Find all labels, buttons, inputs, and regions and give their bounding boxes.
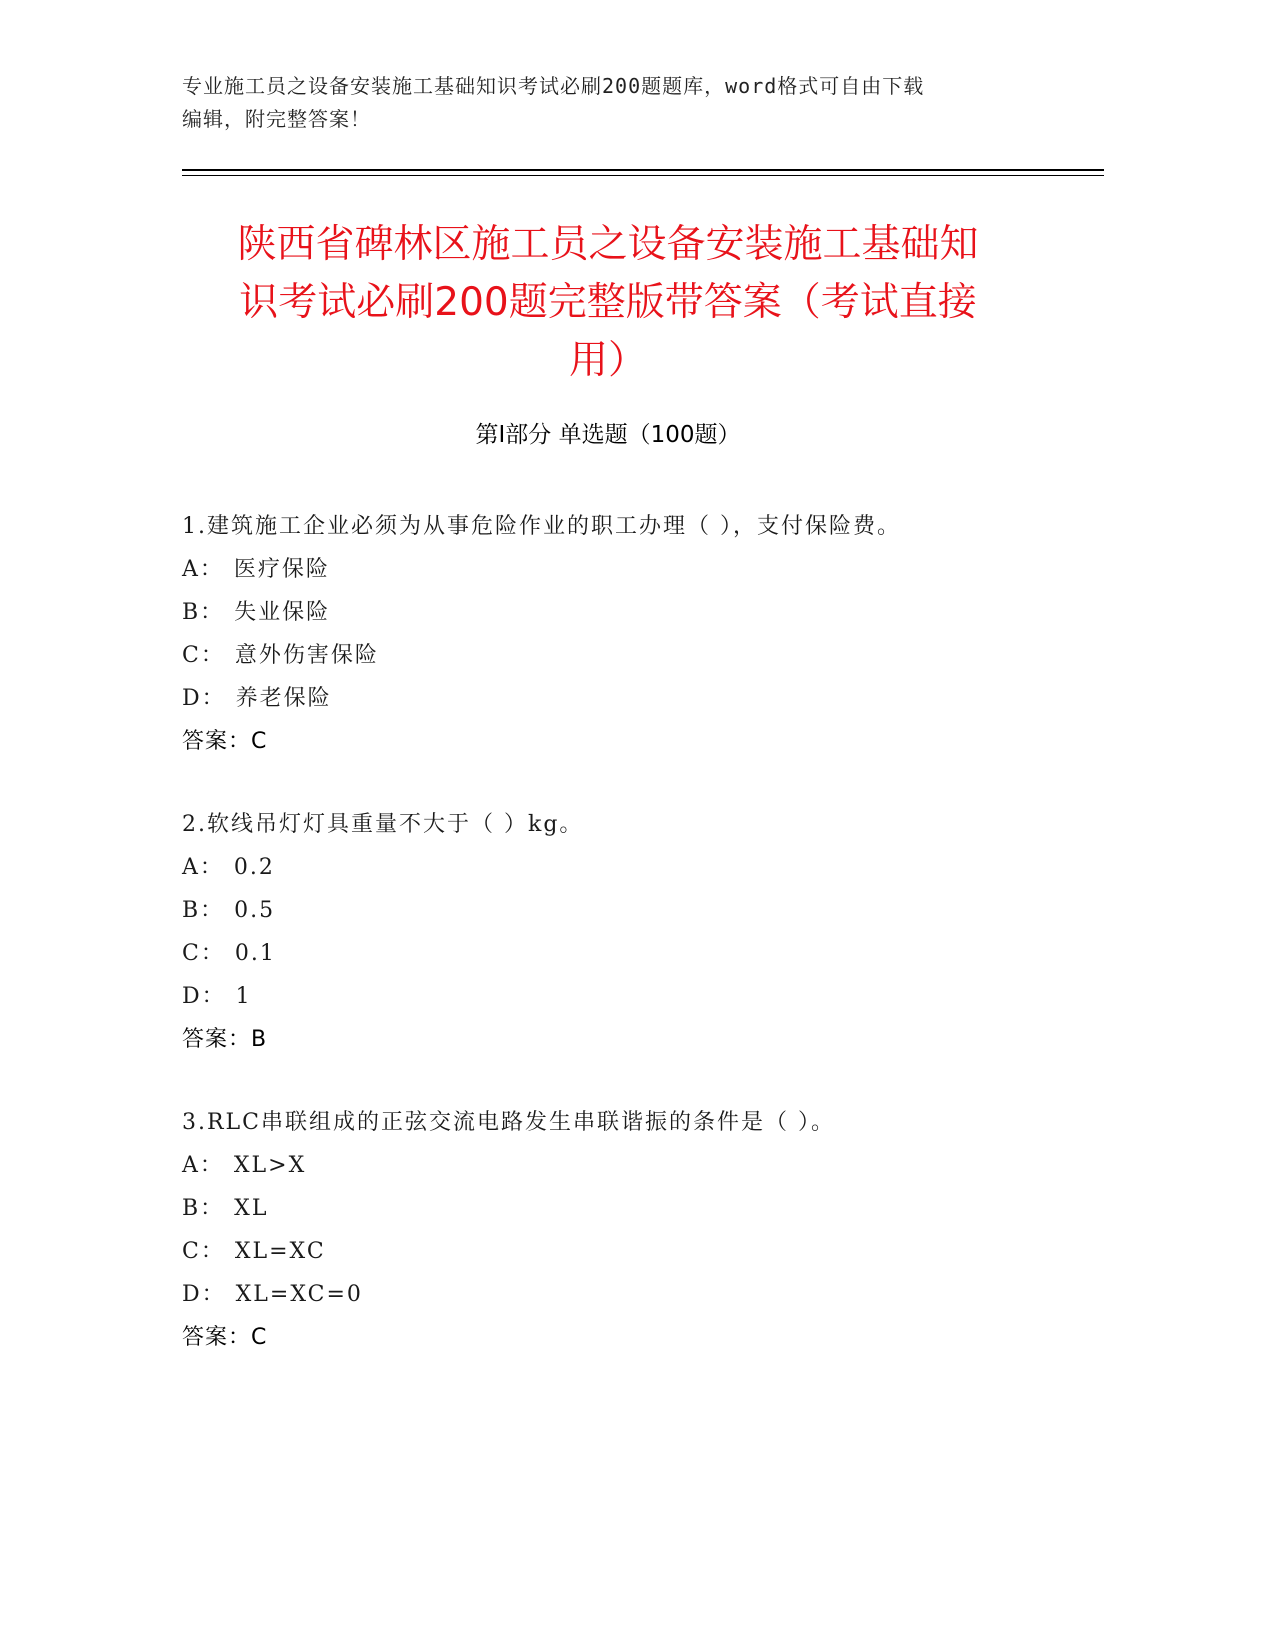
option-c — [182, 1230, 1082, 1273]
question-item — [182, 505, 1082, 763]
option-text: 养老保险 — [235, 686, 332, 711]
option-text: XL — [234, 1196, 269, 1221]
option-key: A： — [182, 855, 224, 880]
option-d — [182, 677, 1082, 720]
option-key: C： — [182, 1239, 225, 1264]
document-title-line-3: 用） — [568, 338, 647, 383]
question-item — [182, 1101, 1082, 1359]
option-text: 失业保险 — [234, 600, 331, 625]
option-text: 意外伤害保险 — [234, 643, 379, 668]
document-title-line-2: 识考试必刷200题完整版带答案（考试直接 — [239, 280, 977, 325]
option-key: A： — [182, 557, 224, 582]
option-a — [182, 846, 1082, 889]
option-text: 1 — [235, 984, 252, 1009]
option-text: 0.5 — [234, 898, 276, 923]
answer-line: 答案：C — [182, 729, 268, 754]
header-note — [182, 70, 1062, 136]
section-heading: 第Ⅰ部分 单选题（100题） — [475, 422, 741, 448]
option-text: 0.1 — [234, 941, 276, 966]
header-note-line-2: 编辑，附完整答案！ — [182, 107, 371, 131]
document-title — [182, 216, 1034, 390]
question-list — [182, 505, 1082, 1399]
option-a — [182, 1144, 1082, 1187]
option-b — [182, 591, 1082, 634]
question-stem: 1.建筑施工企业必须为从事危险作业的职工办理（ ），支付保险费。 — [182, 514, 901, 539]
question-item — [182, 803, 1082, 1061]
header-note-line-1: 专业施工员之设备安装施工基础知识考试必刷200题题库，word格式可自由下载 — [182, 74, 925, 98]
option-key: B： — [182, 1196, 225, 1221]
option-a — [182, 548, 1082, 591]
option-c — [182, 634, 1082, 677]
option-key: C： — [182, 643, 225, 668]
option-b — [182, 889, 1082, 932]
option-c — [182, 932, 1082, 975]
option-d — [182, 1273, 1082, 1316]
option-d — [182, 975, 1082, 1018]
header-divider-thin — [182, 175, 1104, 176]
option-key: B： — [182, 600, 225, 625]
option-key: D： — [182, 984, 226, 1009]
option-text: XL=XC — [234, 1239, 326, 1264]
option-key: C： — [182, 941, 225, 966]
option-text: XL>X — [233, 1153, 307, 1178]
option-key: D： — [182, 1282, 226, 1307]
option-key: A： — [182, 1153, 224, 1178]
option-text: 0.2 — [233, 855, 275, 880]
option-text: 医疗保险 — [233, 557, 330, 582]
option-key: B： — [182, 898, 225, 923]
question-stem: 2.软线吊灯灯具重量不大于（ ）kg。 — [182, 812, 584, 837]
document-title-line-1: 陕西省碑林区施工员之设备安装施工基础知 — [237, 222, 979, 267]
option-b — [182, 1187, 1082, 1230]
question-stem: 3.RLC串联组成的正弦交流电路发生串联谐振的条件是（ ）。 — [182, 1110, 835, 1135]
answer-line: 答案：B — [182, 1027, 268, 1052]
option-key: D： — [182, 686, 226, 711]
option-text: XL=XC=0 — [235, 1282, 363, 1307]
header-divider-thick — [182, 169, 1104, 171]
answer-line: 答案：C — [182, 1325, 268, 1350]
